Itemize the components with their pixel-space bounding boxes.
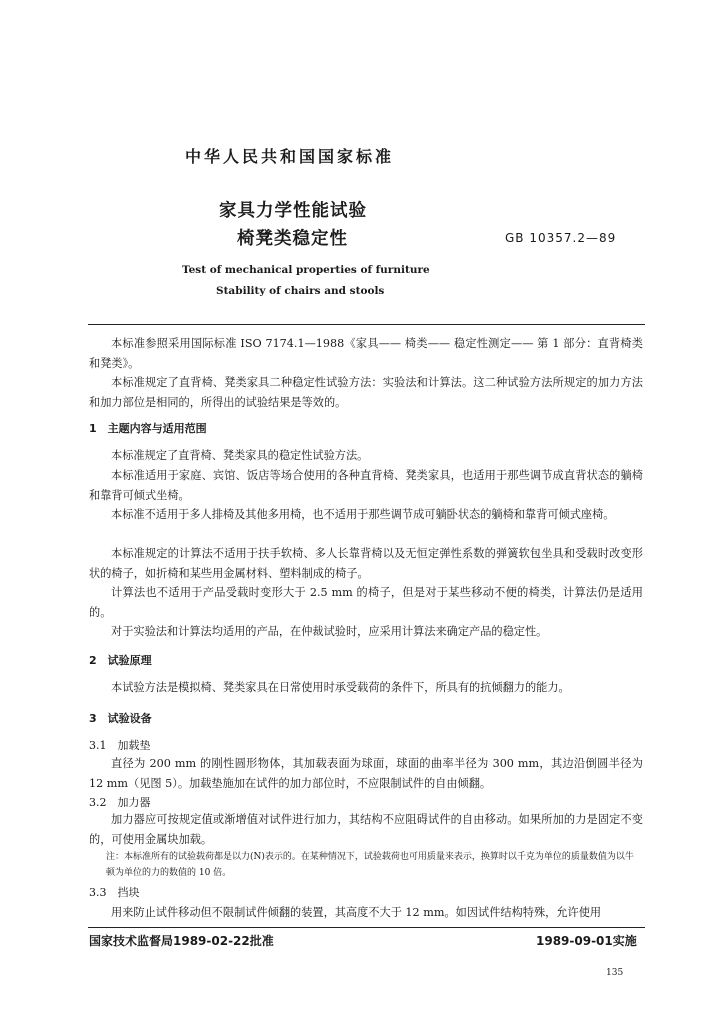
english-title-line2: Stability of chairs and stools — [216, 285, 385, 297]
subsection-heading-3-1: 3.1 加载垫 — [89, 739, 151, 752]
section-heading-3: 3 试验设备 — [89, 712, 152, 725]
implementation-date: 1989-09-01实施 — [536, 934, 637, 948]
intro-paragraph-1: 本标准参照采用国际标准 ISO 7174.1—1988《家具—— 椅类—— 稳定性测定—— 第 1 部分：直背椅类和凳类》。 — [89, 337, 643, 370]
subsection-heading-3-3: 3.3 挡块 — [89, 886, 140, 899]
section-heading-2: 2 试验原理 — [89, 654, 152, 667]
subsection-3-2-text: 加力器应可按规定值或渐增值对试件进行加力，其结构不应阻碍试件的自由移动。如果所加的力是固定不变的，可使用金属块加载。 — [89, 813, 643, 846]
section1-paragraph-6: 对于实验法和计算法均适用的产品，在仲裁试验时，应采用计算法来确定产品的稳定性。 — [111, 625, 548, 638]
section1-paragraph-2: 本标准适用于家庭、宾馆、饭店等场合使用的各种直背椅、凳类家具，也适用于那些调节成直背状态的躺椅和靠背可倾式坐椅。 — [89, 469, 643, 502]
standard-code: GB 10357.2—89 — [505, 231, 617, 245]
section1-paragraph-1: 本标准规定了直背椅、凳类家具的稳定性试验方法。 — [111, 449, 369, 462]
section1-paragraph-5: 计算法也不适用于产品受载时变形大于 2.5 mm 的椅子，但是对于某些移动不便的椅类，计算法仍是适用的。 — [89, 586, 643, 619]
document-title-line2: 椅凳类稳定性 — [237, 229, 348, 249]
subsection-3-3-text: 用来防止试件移动但不限制试件倾翻的装置，其高度不大于 12 mm。如因试件结构特殊，允许使用 — [111, 906, 602, 919]
intro-paragraph-2: 本标准规定了直背椅、凳类家具二种稳定性试验方法：实验法和计算法。这二种试验方法所规定的加力方法和加力部位是相同的，所得出的试验结果是等效的。 — [89, 376, 643, 409]
subsection-heading-3-2: 3.2 加力器 — [89, 796, 151, 809]
section1-paragraph-4: 本标准规定的计算法不适用于扶手软椅、多人长靠背椅以及无恒定弹性系数的弹簧软包坐具和受载时改变形状的椅子，如折椅和某些用金属材料、塑料制成的椅子。 — [89, 547, 643, 580]
standard-title: 中华人民共和国国家标准 — [185, 147, 395, 166]
note-paragraph: 注：本标准所有的试验载荷都是以力(N)表示的。在某种情况下，试验载荷也可用质量来表示，换算时以千克为单位的质量数值为以牛顿为单位的力的数值的 10 倍。 — [106, 852, 634, 878]
approval-date: 国家技术监督局1989-02-22批准 — [89, 934, 274, 948]
page-number: 135 — [606, 968, 624, 978]
subsection-3-1-text: 直径为 200 mm 的刚性圆形物体，其加载表面为球面，球面的曲率半径为 300 mm，其边沿倒圆半径为 12 mm（见图 5）。加载垫施加在试件的加力部位时，不应限制试件的自由倾翻。 — [89, 757, 643, 790]
section1-paragraph-3: 本标准不适用于多人排椅及其他多用椅，也不适用于那些调节成可躺卧状态的躺椅和靠背可倾式座椅。 — [111, 508, 615, 521]
footer-rule — [88, 927, 645, 928]
english-title-line1: Test of mechanical properties of furniture — [182, 264, 430, 276]
section-heading-1: 1 主题内容与适用范围 — [89, 422, 207, 435]
header-rule — [88, 324, 645, 325]
section2-paragraph-1: 本试验方法是模拟椅、凳类家具在日常使用时承受载荷的条件下，所具有的抗倾翻力的能力。 — [111, 681, 570, 694]
document-title-line1: 家具力学性能试验 — [219, 201, 367, 221]
